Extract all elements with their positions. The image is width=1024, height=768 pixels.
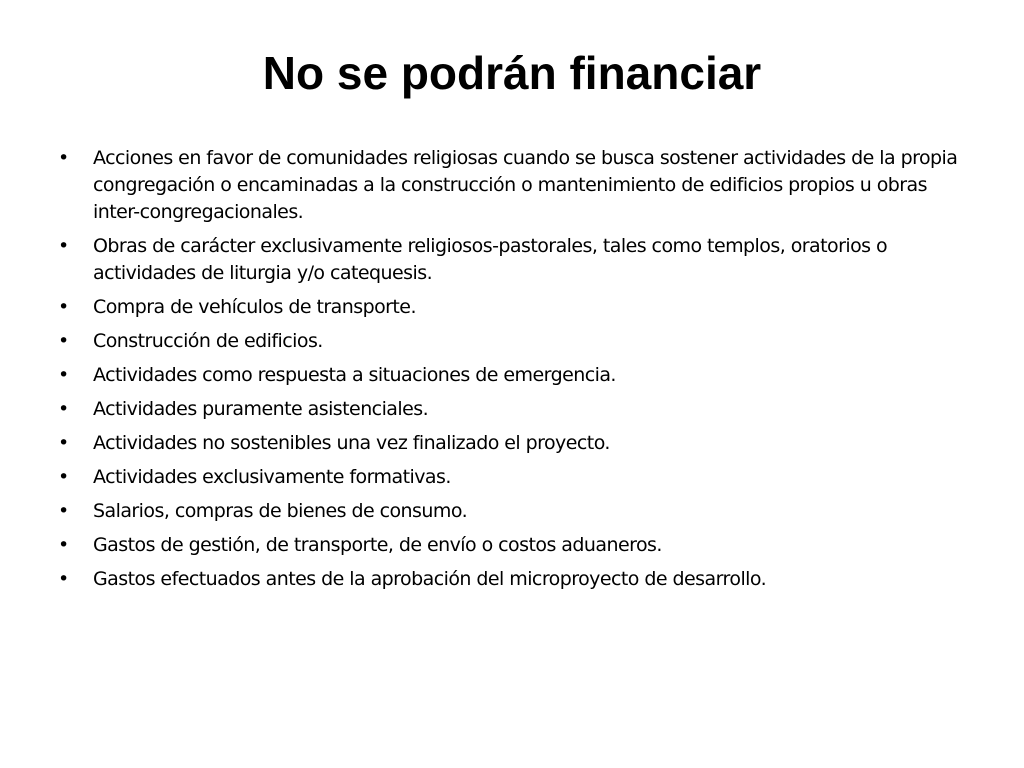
bullet-icon: • xyxy=(58,466,69,488)
list-item xyxy=(58,498,978,525)
bullet-icon: • xyxy=(58,235,69,257)
list-item xyxy=(58,328,978,355)
list-item-text: Compra de vehículos de transporte. xyxy=(93,296,416,318)
list-item-text: Obras de carácter exclusivamente religiosos-pastorales, tales como templos, oratorios o actividades de liturgia y/o catequesis. xyxy=(93,235,888,284)
list-item-text: Actividades como respuesta a situaciones de emergencia. xyxy=(93,364,616,386)
list-item-text: Acciones en favor de comunidades religiosas cuando se busca sostener actividades de la propia congregación o encaminadas a la construcción o mantenimiento de edificios propios u obras inter-congregacionales. xyxy=(93,147,958,223)
bullet-icon: • xyxy=(58,432,69,454)
list-item xyxy=(58,430,978,457)
list-item-text: Gastos de gestión, de transporte, de envío o costos aduaneros. xyxy=(93,534,662,556)
bullet-icon: • xyxy=(58,147,69,169)
list-item xyxy=(58,396,978,423)
bullet-icon: • xyxy=(58,364,69,386)
bullet-icon: • xyxy=(58,568,69,590)
slide-title: No se podrán financiar xyxy=(262,47,762,99)
list-item xyxy=(58,464,978,491)
list-item xyxy=(58,294,978,321)
list-item-text: Actividades puramente asistenciales. xyxy=(93,398,429,420)
bullet-icon: • xyxy=(58,500,69,522)
bullet-icon: • xyxy=(58,398,69,420)
list-item xyxy=(58,362,978,389)
list-item xyxy=(58,145,978,226)
list-item-text: Construcción de edificios. xyxy=(93,330,323,352)
bullet-icon: • xyxy=(58,296,69,318)
list-item-text: Salarios, compras de bienes de consumo. xyxy=(93,500,468,522)
bullet-list xyxy=(58,145,978,600)
bullet-icon: • xyxy=(58,330,69,352)
list-item-text: Actividades no sostenibles una vez finalizado el proyecto. xyxy=(93,432,610,454)
list-item-text: Gastos efectuados antes de la aprobación del microproyecto de desarrollo. xyxy=(93,568,767,590)
list-item xyxy=(58,233,978,287)
list-item xyxy=(58,566,978,593)
bullet-icon: • xyxy=(58,534,69,556)
list-item xyxy=(58,532,978,559)
list-item-text: Actividades exclusivamente formativas. xyxy=(93,466,451,488)
